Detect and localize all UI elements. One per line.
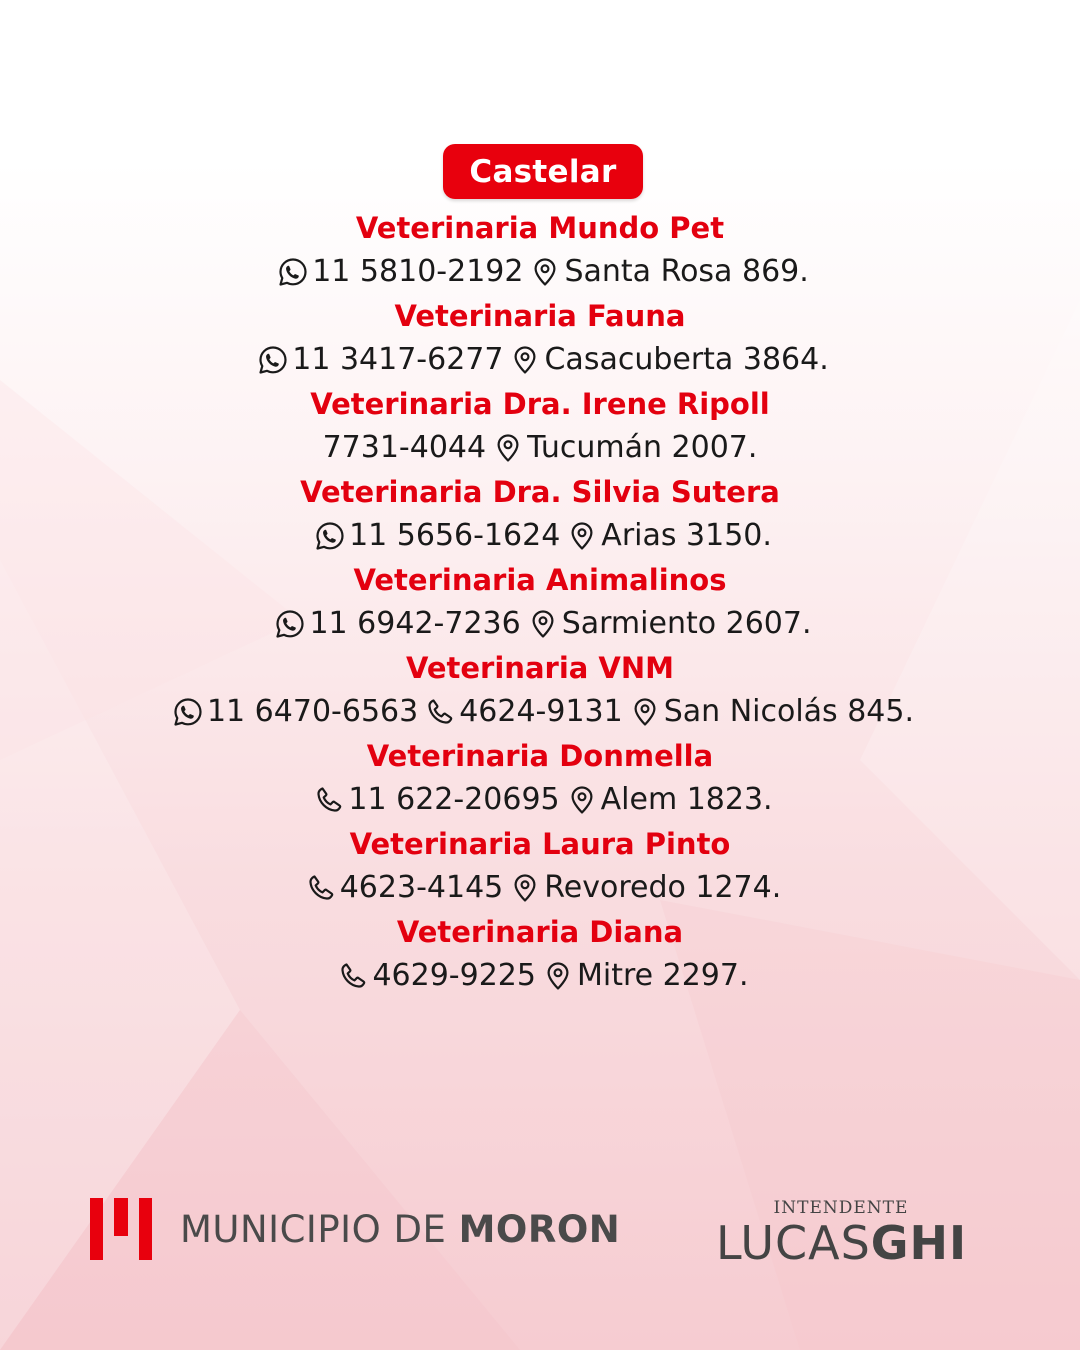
municipio-logo <box>90 1198 620 1260</box>
vet-name: Veterinaria Dra. Silvia Sutera <box>300 475 780 509</box>
location-pin-icon <box>492 432 524 464</box>
whatsapp-icon <box>172 696 204 728</box>
vet-contact-line <box>0 514 1080 558</box>
vet-list <box>0 206 1080 998</box>
vet-name: Veterinaria Diana <box>396 915 684 949</box>
vet-contact-line <box>0 250 1080 294</box>
name-light: LUCAS <box>716 1216 871 1270</box>
location-pin-icon <box>629 696 661 728</box>
vet-entry <box>0 558 1080 646</box>
vet-name: Veterinaria Mundo Pet <box>355 211 725 245</box>
address: Alem 1823. <box>600 782 773 817</box>
municipio-bold: MORON <box>458 1207 621 1251</box>
vet-entry <box>0 734 1080 822</box>
address: Sarmiento 2607. <box>561 606 812 641</box>
vet-name: Veterinaria VNM <box>406 651 674 685</box>
whatsapp-number: 11 3417-6277 <box>292 342 504 377</box>
phone-icon <box>424 696 456 728</box>
vet-entry <box>0 822 1080 910</box>
vet-name: Veterinaria Laura Pinto <box>349 827 731 861</box>
vet-contact-line <box>0 690 1080 734</box>
whatsapp-number: 11 6470-6563 <box>206 694 419 729</box>
address: Mitre 2297. <box>576 958 749 993</box>
phone-number: 4629-9225 <box>372 958 536 993</box>
phone-icon <box>337 960 369 992</box>
phone-number: 4624-9131 <box>459 694 623 729</box>
whatsapp-number: 11 6942-7236 <box>309 606 521 641</box>
phone-number: 7731-4044 <box>322 430 487 465</box>
vet-name: Veterinaria Animalinos <box>353 563 727 597</box>
vet-contact-line <box>0 338 1080 382</box>
whatsapp-icon <box>277 256 309 288</box>
phone-icon <box>305 872 337 904</box>
location-pin-icon <box>509 872 541 904</box>
municipio-light: MUNICIPIO DE <box>180 1207 459 1251</box>
location-pin-icon <box>527 608 559 640</box>
whatsapp-icon <box>314 520 346 552</box>
vet-name: Veterinaria Donmella <box>366 739 714 773</box>
vet-contact-line <box>0 866 1080 910</box>
vet-entry <box>0 382 1080 470</box>
intendente-logo <box>716 1198 996 1268</box>
phone-icon <box>313 784 345 816</box>
name-bold: GHI <box>870 1216 968 1270</box>
vet-contact-line <box>0 954 1080 998</box>
vet-name: Veterinaria Dra. Irene Ripoll <box>310 387 770 421</box>
address: Casacuberta 3864. <box>544 342 829 377</box>
locality-label: Castelar <box>469 153 617 190</box>
vet-entry <box>0 646 1080 734</box>
vet-contact-line <box>0 778 1080 822</box>
location-pin-icon <box>542 960 574 992</box>
municipio-mark-icon <box>90 1198 152 1260</box>
municipio-name <box>180 1208 620 1251</box>
address: Arias 3150. <box>601 518 772 553</box>
vet-name: Veterinaria Fauna <box>394 299 686 333</box>
whatsapp-number: 11 5810-2192 <box>312 254 524 289</box>
vet-entry <box>0 294 1080 382</box>
vet-entry <box>0 470 1080 558</box>
address: Tucumán 2007. <box>527 430 758 465</box>
address: Santa Rosa 869. <box>564 254 809 289</box>
vet-contact-line <box>0 602 1080 646</box>
vet-contact-line <box>0 426 1080 470</box>
whatsapp-icon <box>257 344 289 376</box>
whatsapp-icon <box>274 608 306 640</box>
address: Revoredo 1274. <box>544 870 782 905</box>
intendente-name <box>716 1218 996 1268</box>
location-pin-icon <box>529 256 561 288</box>
location-pin-icon <box>509 344 541 376</box>
intendente-label: INTENDENTE <box>773 1198 909 1218</box>
vet-entry <box>0 206 1080 294</box>
phone-number: 4623-4145 <box>339 870 504 905</box>
whatsapp-number: 11 5656-1624 <box>349 518 561 553</box>
location-pin-icon <box>566 784 598 816</box>
phone-number: 11 622-20695 <box>348 782 560 817</box>
location-pin-icon <box>566 520 598 552</box>
vet-entry <box>0 910 1080 998</box>
address: San Nicolás 845. <box>663 694 915 729</box>
locality-badge <box>443 144 643 199</box>
